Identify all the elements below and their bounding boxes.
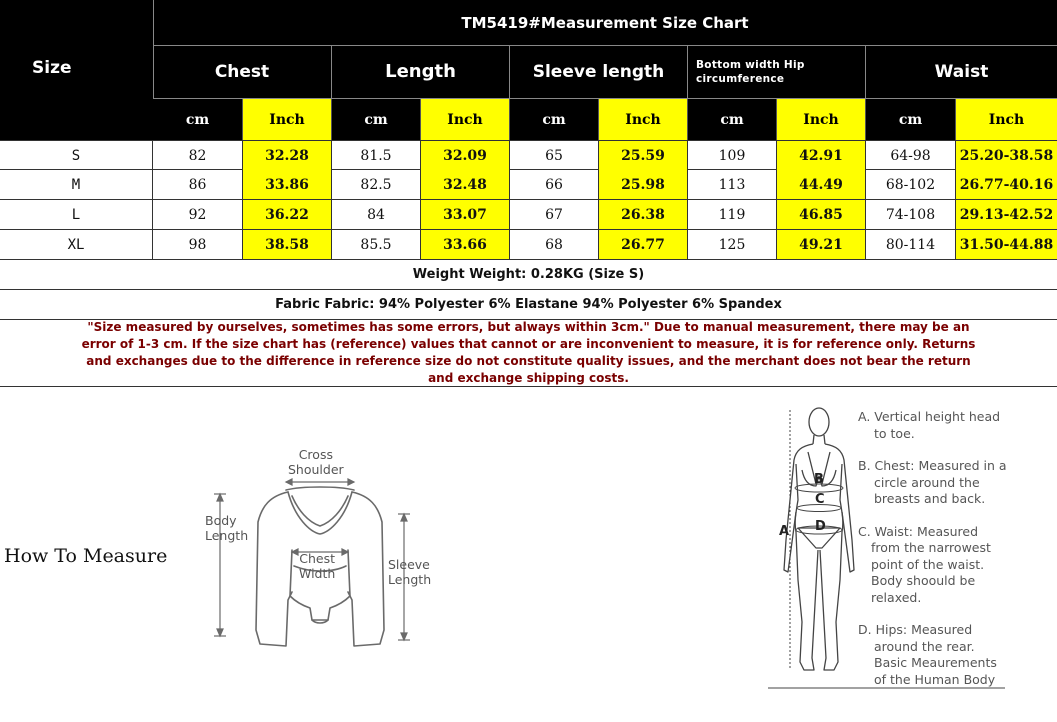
- size-header-label: Size: [32, 58, 72, 78]
- value-cell: 65: [510, 141, 599, 170]
- table-row: [0, 140, 1057, 170]
- inch-cell: 26.38: [599, 200, 688, 229]
- legend-line: point of the waist.: [871, 556, 985, 572]
- value-cell: 86: [153, 170, 243, 199]
- value-cell: 84: [332, 200, 421, 229]
- value-cell: 109: [688, 141, 777, 170]
- legend-line: around the rear.: [874, 638, 975, 654]
- inch-cell: 29.13-42.52: [956, 200, 1057, 229]
- value-cell: 66: [510, 170, 599, 199]
- legend-item-a: [858, 409, 1008, 442]
- inch-cell: 49.21: [777, 230, 866, 259]
- label-line: Body: [205, 513, 237, 528]
- value-cell: 92: [153, 200, 243, 229]
- size-cell: L: [0, 200, 153, 229]
- label-line: Sleeve: [388, 557, 430, 572]
- weight-row: Weight Weight: 0.28KG (Size S): [0, 260, 1057, 290]
- group-hip-circumference: [688, 45, 866, 99]
- inch-cell: 32.09: [421, 141, 510, 170]
- value-cell: 67: [510, 200, 599, 229]
- table-row: [0, 200, 1057, 230]
- how-to-measure-heading: How To Measure: [4, 545, 168, 567]
- unit-cm: cm: [688, 99, 777, 140]
- legend-line: to toe.: [874, 425, 915, 441]
- unit-inch: Inch: [956, 99, 1057, 140]
- size-cell: M: [0, 170, 153, 199]
- body-measure-legend: [858, 409, 1008, 688]
- value-cell: 81.5: [332, 141, 421, 170]
- legend-line: A. Vertical height head: [858, 409, 1001, 424]
- inch-cell: 46.85: [777, 200, 866, 229]
- legend-line: circle around the: [874, 474, 980, 490]
- sleeve-length-label: [388, 557, 431, 587]
- inch-cell: 33.66: [421, 230, 510, 259]
- value-cell: 64-98: [866, 141, 956, 170]
- hip-group-label: Bottom width Hip circumference: [696, 58, 805, 85]
- value-cell: 85.5: [332, 230, 421, 259]
- inch-cell: 26.77-40.16: [956, 170, 1057, 199]
- label-line: Shoulder: [288, 462, 344, 477]
- cross-shoulder-label: [288, 447, 344, 477]
- legend-line: C. Waist: Measured: [858, 523, 979, 539]
- size-cell: XL: [0, 230, 153, 259]
- value-cell: 113: [688, 170, 777, 199]
- unit-inch: Inch: [777, 99, 866, 140]
- inch-cell: 42.91: [777, 141, 866, 170]
- legend-line: of the Human Body: [874, 671, 996, 687]
- value-cell: 80-114: [866, 230, 956, 259]
- inch-cell: 36.22: [243, 200, 332, 229]
- body-mark-a: A: [779, 524, 790, 539]
- unit-cm: cm: [332, 99, 421, 140]
- inch-cell: 25.20-38.58: [956, 141, 1057, 170]
- inch-cell: 33.86: [243, 170, 332, 199]
- unit-inch: Inch: [599, 99, 688, 140]
- body-mark-c: C: [815, 492, 825, 507]
- legend-item-b: [858, 458, 1008, 508]
- inch-cell: 25.59: [599, 141, 688, 170]
- value-cell: 68: [510, 230, 599, 259]
- unit-cm: cm: [510, 99, 599, 140]
- body-mark-b: B: [814, 472, 824, 487]
- unit-cm: cm: [866, 99, 956, 140]
- unit-cm: cm: [153, 99, 243, 140]
- inch-cell: 33.07: [421, 200, 510, 229]
- label-line: Cross: [298, 447, 333, 462]
- legend-line: B. Chest: Measured in a: [858, 458, 1007, 473]
- body-length-label: [205, 513, 248, 543]
- inch-cell: 25.98: [599, 170, 688, 199]
- value-cell: 68-102: [866, 170, 956, 199]
- group-length: Length: [332, 45, 510, 99]
- label-line: Length: [388, 572, 432, 587]
- inch-cell: 32.28: [243, 141, 332, 170]
- body-mark-d: D: [815, 519, 826, 534]
- label-line: Length: [205, 528, 249, 543]
- inch-cell: 44.49: [777, 170, 866, 199]
- fabric-row: Fabric Fabric: 94% Polyester 6% Elastane 94% Polyester 6% Spandex: [0, 290, 1057, 320]
- legend-item-d: [858, 622, 1008, 688]
- inch-cell: 31.50-44.88: [956, 230, 1057, 259]
- size-cell: S: [0, 141, 153, 170]
- inch-cell: 26.77: [599, 230, 688, 259]
- chart-title: TM5419#Measurement Size Chart: [153, 0, 1057, 46]
- label-line: Chest: [299, 551, 336, 566]
- legend-line: Basic Meaurements: [874, 655, 997, 670]
- legend-line: Body shoould be: [871, 573, 976, 588]
- table-row: [0, 170, 1057, 200]
- inch-cell: 32.48: [421, 170, 510, 199]
- legend-line: from the narrowest: [871, 540, 991, 555]
- label-line: Width: [299, 566, 336, 581]
- legend-line: D. Hips: Measured: [858, 622, 973, 637]
- value-cell: 125: [688, 230, 777, 259]
- size-chart-header: [0, 0, 1057, 140]
- value-cell: 82.5: [332, 170, 421, 199]
- value-cell: 98: [153, 230, 243, 259]
- unit-inch: Inch: [243, 99, 332, 140]
- table-row: [0, 230, 1057, 260]
- value-cell: 82: [153, 141, 243, 170]
- disclaimer-text: "Size measured by ourselves, sometimes has some errors, but always within 3cm." Due to manual measurement, there may be an error of 1-3 cm. If the size chart has (reference) values that cannot or are inconvenient to measure, it is for reference only. Returns and exchanges due to the difference in reference size do not constitute quality issues, and the merchant does not bear the return and exchange shipping costs.: [81, 320, 976, 385]
- group-sleeve-length: Sleeve length: [510, 45, 688, 99]
- group-waist: Waist: [866, 45, 1057, 99]
- unit-inch: Inch: [421, 99, 510, 140]
- chest-width-label: [299, 551, 335, 581]
- legend-line: relaxed.: [871, 589, 922, 605]
- value-cell: 74-108: [866, 200, 956, 229]
- measurement-disclaimer: [0, 320, 1057, 387]
- legend-item-c: [858, 524, 1008, 607]
- group-chest: Chest: [153, 45, 332, 99]
- size-column-header: [0, 0, 154, 140]
- inch-cell: 38.58: [243, 230, 332, 259]
- value-cell: 119: [688, 200, 777, 229]
- legend-line: breasts and back.: [874, 491, 986, 506]
